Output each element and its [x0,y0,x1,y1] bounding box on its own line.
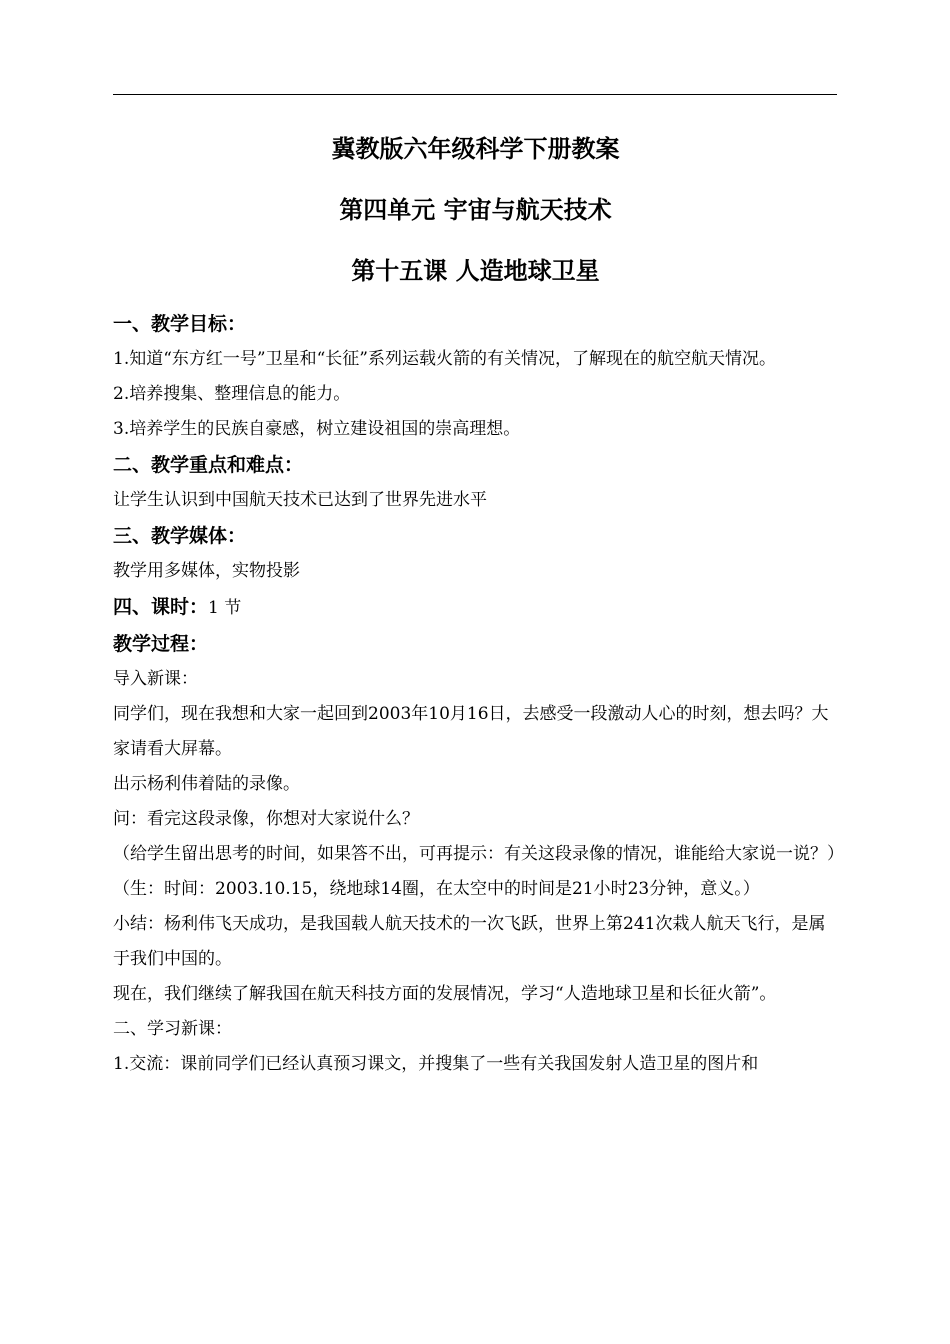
document-body [113,130,838,1082]
process-paragraph: 现在，我们继续了解我国在航天科技方面的发展情况，学习“人造地球卫星和长征火箭”。 [113,984,777,1004]
process-paragraph: 同学们，现在我想和大家一起回到2003年10月16日，去感受一段激动人心的时刻，想去吗？大家请看大屏幕。 [113,704,829,759]
goals-heading: 一、教学目标： [113,313,247,335]
process-paragraph: 问：看完这段录像，你想对大家说什么？ [113,809,419,829]
process-heading: 教学过程： [113,633,209,655]
hours-line [113,589,838,626]
lesson-title: 第十五课 人造地球卫星 [351,257,600,285]
unit-title: 第四单元 宇宙与航天技术 [339,196,612,224]
process-paragraph: 导入新课： [113,669,198,689]
goal-item: 2.培养搜集、整理信息的能力。 [113,384,351,404]
hours-heading: 四、课时： [113,596,209,618]
header-rule [113,94,837,95]
goal-item: 1.知道“东方红一号”卫星和“长征”系列运载火箭的有关情况，了解现在的航空航天情况。 [113,349,776,369]
process-paragraph: （给学生留出思考的时间，如果答不出，可再提示：有关这段录像的情况，谁能给大家说一说？）（生：时间：2003.10.15，绕地球14圈，在太空中的时间是21小时23分钟，意义。） [113,844,836,899]
media-text: 教学用多媒体，实物投影 [113,561,300,581]
hours-value: 1 节 [208,598,242,618]
process-paragraph: 1.交流：课前同学们已经认真预习课文，并搜集了一些有关我国发射人造卫星的图片和 [113,1054,759,1074]
goal-item: 3.培养学生的民族自豪感，树立建设祖国的崇高理想。 [113,419,521,439]
process-paragraph: 二、学习新课： [113,1019,232,1039]
focus-text: 让学生认识到中国航天技术已达到了世界先进水平 [113,490,487,510]
media-heading: 三、教学媒体： [113,525,247,547]
process-paragraph: 小结：杨利伟飞天成功，是我国载人航天技术的一次飞跃，世界上第241次栽人航天飞行，是属于我们中国的。 [113,914,826,969]
document-title: 冀教版六年级科学下册教案 [331,135,620,163]
focus-heading: 二、教学重点和难点： [113,454,304,476]
process-paragraph: 出示杨利伟着陆的录像。 [113,774,300,794]
